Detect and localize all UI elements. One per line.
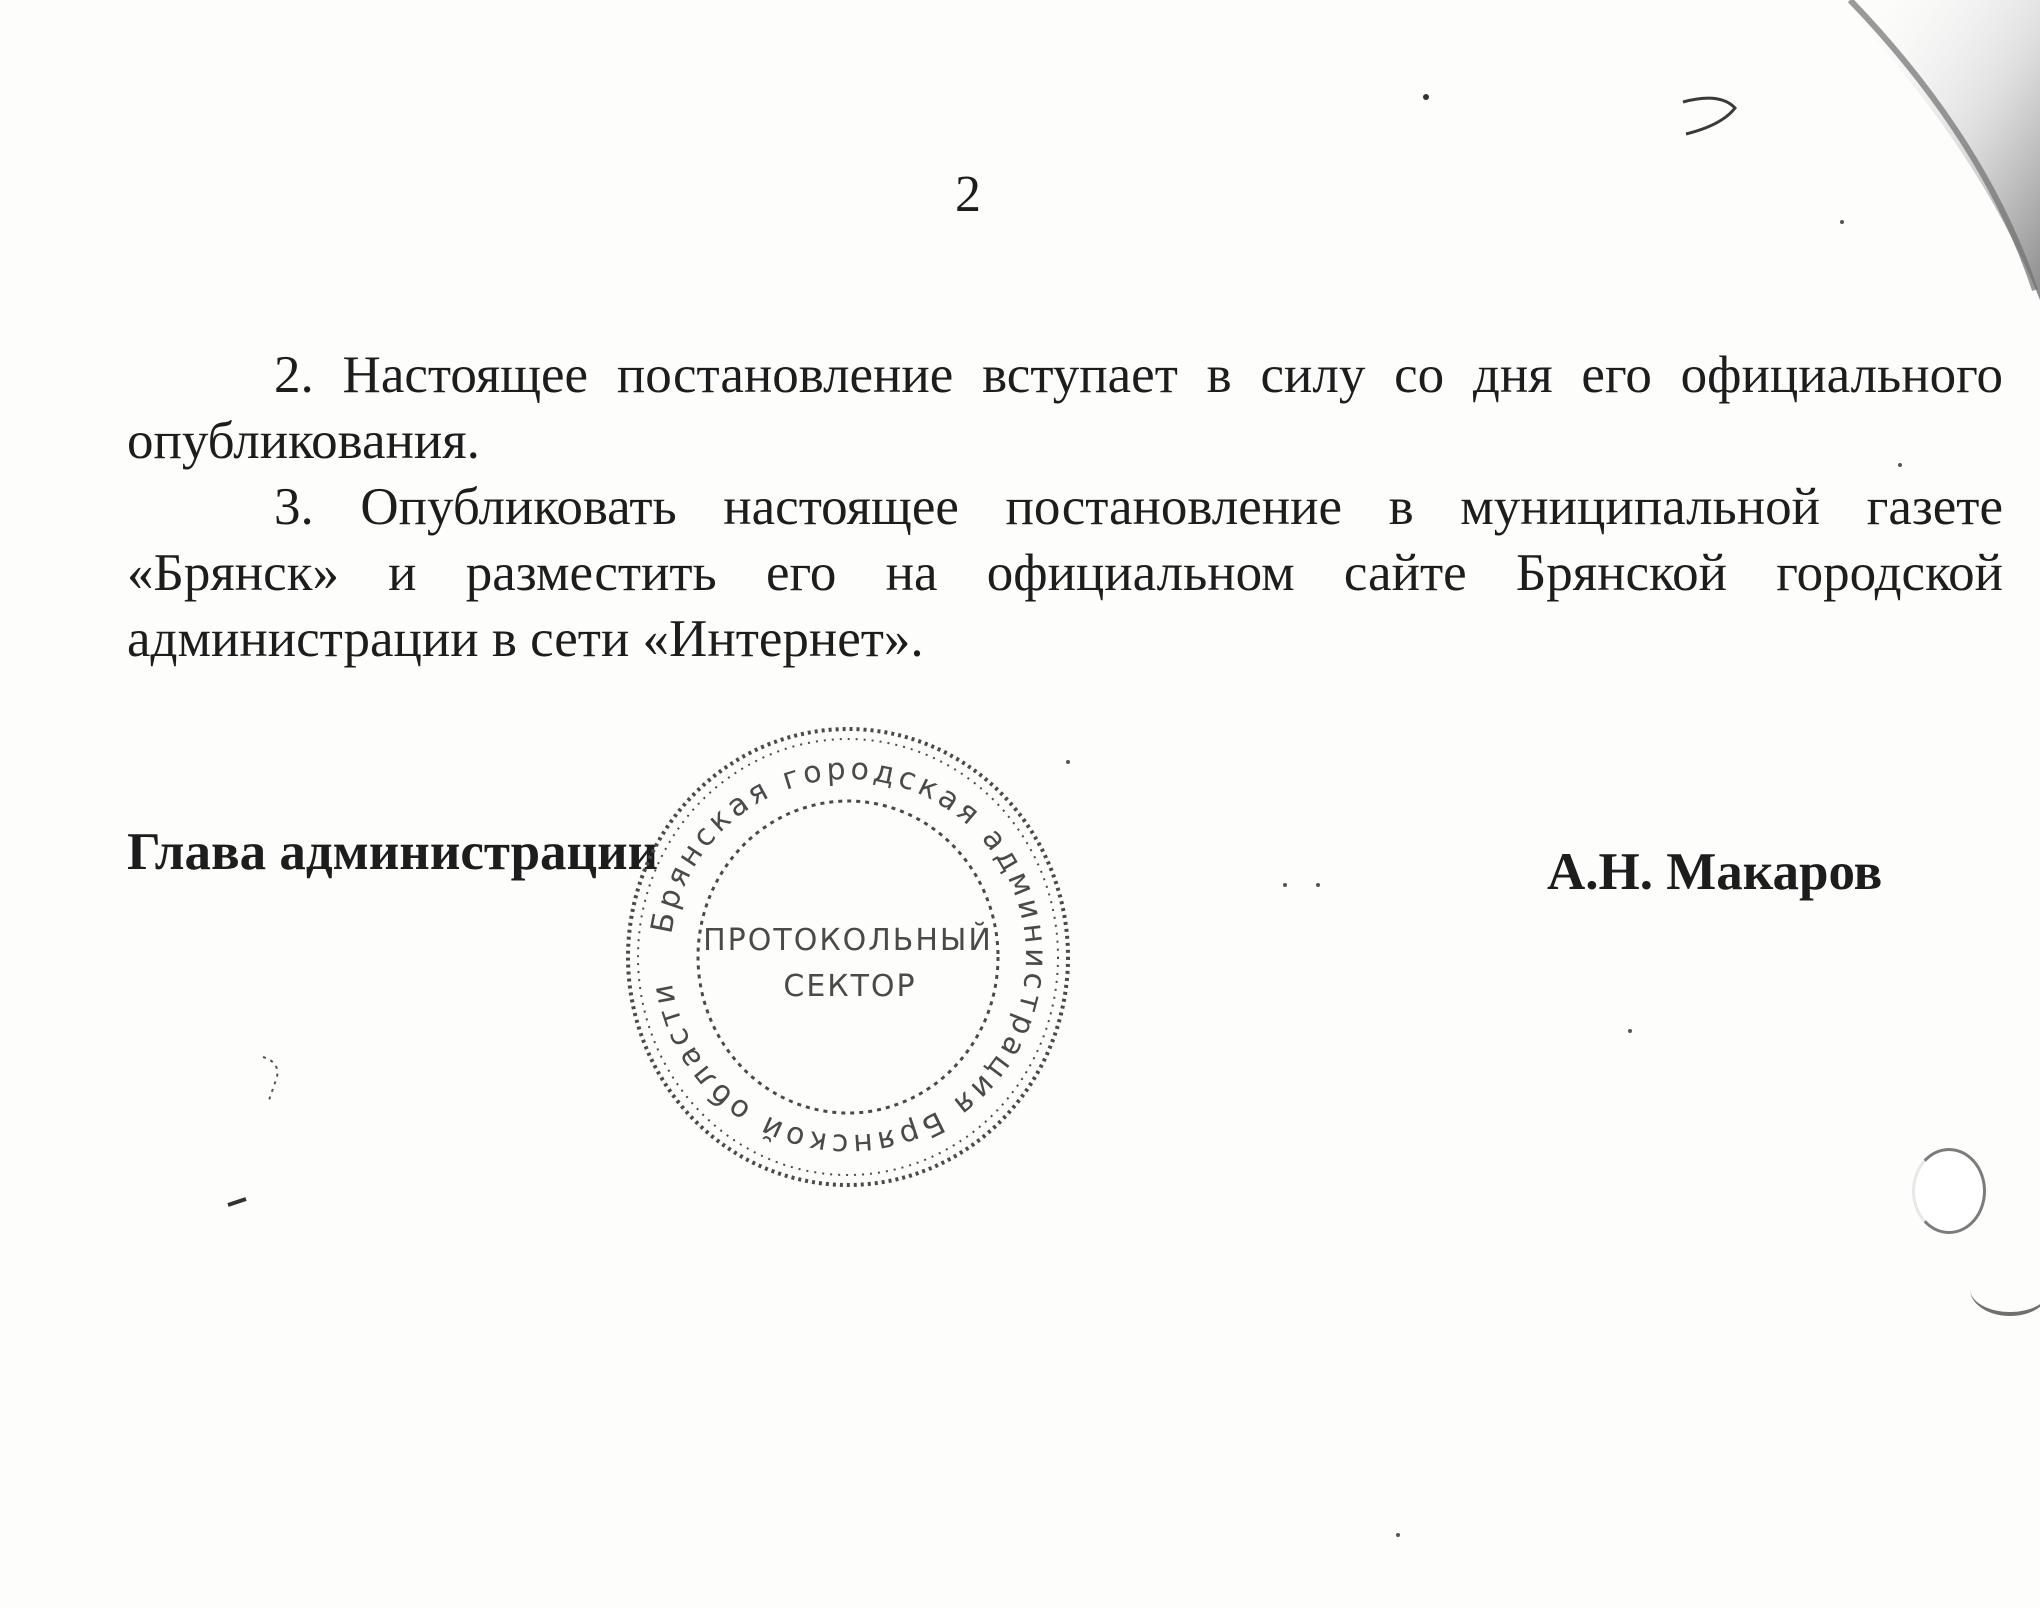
page-number: 2 <box>955 166 981 223</box>
punch-hole-lower <box>1970 1262 2040 1316</box>
paragraph-3: 3. Опубликовать настоящее постановление в муниципальной газете «Брянск» и разместить его на официальном сайте Брянской городской администрации в сети «Интернет». <box>127 478 2003 668</box>
document-body <box>127 342 2003 672</box>
page-curl-shadow <box>1780 0 2040 320</box>
stamp-center-line-2: СЕКТОР <box>783 969 917 1004</box>
stamp-center-line-1: ПРОТОКОЛЬНЫЙ <box>703 923 993 958</box>
punch-hole-upper <box>1912 1148 1986 1234</box>
official-stamp <box>618 718 1078 1196</box>
signatory-name: А.Н. Макаров <box>1547 843 1883 901</box>
signatory-position: Глава администрации <box>127 823 659 881</box>
stamp-ring-text: Брянская городская администрация Брянской области <box>644 751 1054 1163</box>
paragraph-2: 2. Настоящее постановление вступает в силу со дня его официального опубликования. <box>127 346 2003 470</box>
